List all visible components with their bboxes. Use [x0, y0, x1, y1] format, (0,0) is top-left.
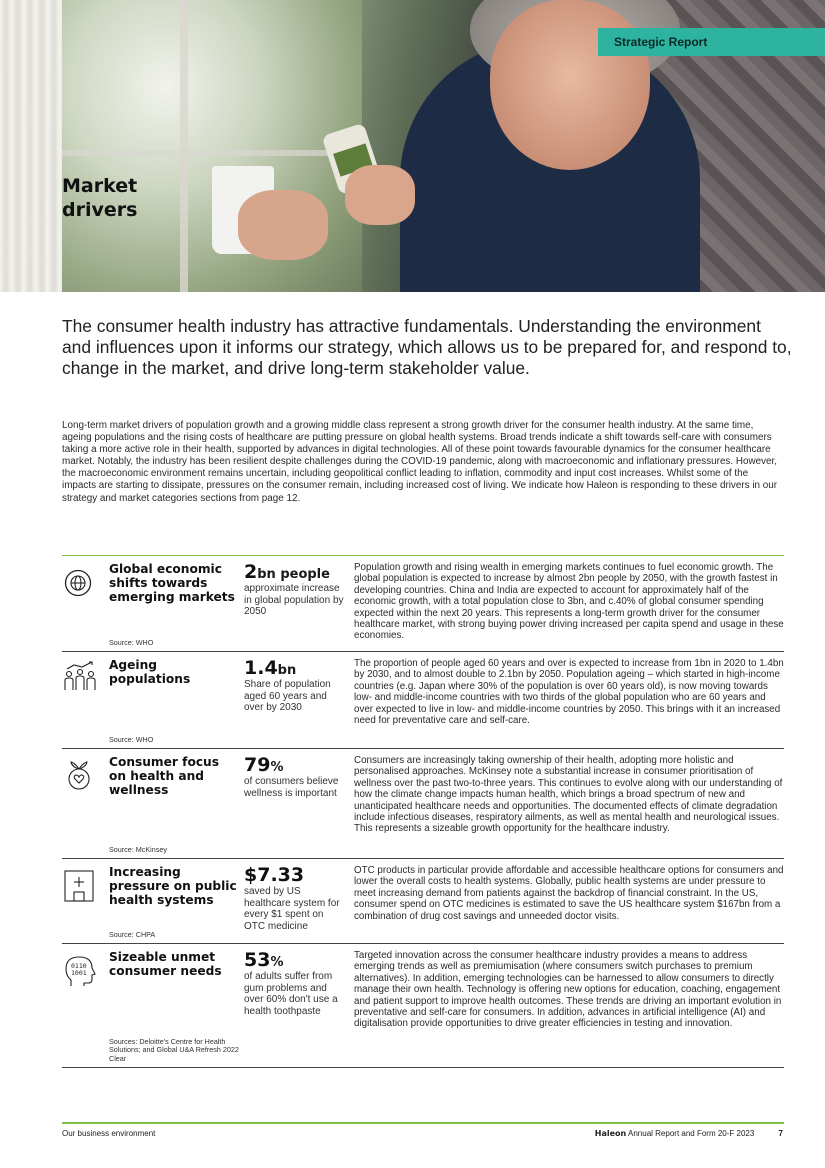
driver-row-unmet-needs: [62, 944, 784, 1068]
drivers-table: [62, 555, 784, 1068]
driver-title: Increasing pressure on public health systems: [109, 865, 237, 907]
driver-source: Source: WHO: [109, 734, 154, 744]
driver-row-public-health: [62, 859, 784, 944]
driver-stat: 1.4bn Share of population aged 60 years and over by 2030: [244, 657, 331, 713]
driver-stat: 53% of adults suffer from gum problems and over 60% don't use a health toothpaste: [244, 949, 338, 1017]
intro-statement: The consumer health industry has attractive fundamentals. Understanding the environment and influences upon it informs our strategy, which allows us to be prepared for, and respond to, change in the market, and drive long-term stakeholder value.: [62, 316, 792, 378]
people-ageing-icon: [62, 660, 100, 698]
driver-title: Consumer focus on health and wellness: [109, 755, 219, 797]
driver-stat: $7.33 saved by US healthcare system for every $1 spent on OTC medicine: [244, 864, 340, 932]
driver-stat: 79% of consumers believe wellness is important: [244, 754, 339, 799]
driver-source: Source: WHO: [109, 637, 154, 647]
svg-text:0110: 0110: [71, 962, 87, 970]
footer-report-info: [595, 1129, 783, 1138]
driver-row-global-economic: [62, 556, 784, 652]
driver-detail: Consumers are increasingly taking ownership of their health, adopting more holistic and personalised approaches. McKinsey note a substantial increase in consumer prioritisation of wellness over the past two-to-three years. This continues to evolve along with our understanding of how the climate change impacts human health, which brings a broad spectrum of new and unanticipated healthcare needs and opportunities. The documented effects of climate degradation include infectious diseases, respiratory ailments, as well as mental health and neurological issues. This represents a sizeable growth opportunity for the healthcare industry.: [354, 755, 783, 835]
globe-icon: [62, 564, 100, 602]
svg-text:1001: 1001: [71, 969, 87, 977]
wellness-heart-icon: [62, 757, 100, 795]
section-tag: Strategic Report: [598, 28, 825, 56]
driver-source: Source: CHPA: [109, 929, 156, 939]
driver-title: Ageing populations: [109, 658, 191, 686]
page-number: 7: [778, 1129, 783, 1138]
driver-row-wellness: [62, 749, 784, 859]
driver-detail: OTC products in particular provide affordable and accessible healthcare options for consumers and lower the overall costs to health systems. Globally, public health systems are under pressure to meet increasing demand from patients against the backdrop of financial constraint. In the US, consumer spend on OTC medicines is estimated to save the US healthcare system $167bn from a combination of drug cost savings and unneeded doctor visits.: [354, 865, 784, 922]
driver-title: Global economic shifts towards emerging markets: [109, 562, 235, 604]
curtain: [0, 0, 62, 292]
footer-brand: Haleon: [594, 1129, 627, 1138]
driver-detail: Targeted innovation across the consumer healthcare industry provides a means to address emerging trends as well as premiumisation (where consumers switch purchases to premium alternatives). In addition, emerging technologies can be harnessed to allow consumers to directly manage their own health. Technology is offering new options for education, coaching, engagement and patient support to improve health outcomes. These trends are driving an important evolution in preventative and self-care for consumers. In addition, advances in artificial intelligence (AI) and digitalisation provide opportunities to drive greater efficiencies in testing and innovation.: [354, 950, 782, 1030]
driver-row-ageing: [62, 652, 784, 749]
page-title: Market drivers: [62, 175, 138, 221]
driver-detail: Population growth and rising wealth in emerging markets continues to fuel economic growth. The global population is expected to increase by almost 2bn people by 2050, with the growth fastest in developing countries. China and India are expected to account for approximately half of the economic growth, with a total population close to 3bn, and c.40% of global consumer spending expected within the next 20 years. This represents a long-term growth driver for the consumer healthcare market, with strong buying power driving increased per capita spend and usage in these economies.: [354, 562, 784, 642]
footer-divider: [62, 1122, 784, 1124]
driver-source: Source: McKinsey: [109, 844, 167, 854]
driver-title: Sizeable unmet consumer needs: [109, 950, 222, 978]
driver-detail: The proportion of people aged 60 years and over is expected to increase from 1bn in 2020 to 1.4bn by 2030, and to almost double to 2.1bn by 2050. Population ageing – which started in high-income countries (e.g. Japan where 30% of the population is over 60 years old), is now moving towards low- and middle-income countries with two thirds of the global population who are 60 years and over expected to live in low- and middle-income countries by 2050. This brings with it an increased need for preventative care and self-care.: [354, 658, 784, 727]
driver-stat: 2bn people approximate increase in global population by 2050: [244, 561, 344, 617]
body-paragraph: Long-term market drivers of population growth and a growing middle class represent a strong growth driver for the consumer health industry. At the same time, ageing populations and the rising costs of healthcare are putting pressure on global health systems. Broad trends indicate a shift towards self-care with consumers taking a more active role in their health, supported by advances in digital technologies. All of these point towards favourable dynamics for the consumer healthcare market. Notably, the industry has been resilient despite challenges during the COVID-19 pandemic, along with macroeconomic and inflationary pressures. However, the macroeconomic environment remains uncertain, including geopolitical conflict leading to inflation, commodity and input cost increases. Whilst some of the impacts are starting to dissipate, pressures on the consumer remain, including increased cost of living. We indicate how Haleon is responding to these drivers in our strategy and market categories sections from page 12.: [62, 420, 778, 504]
driver-source: Sources: Deloitte's Centre for Health Solutions; and Global U&A Refresh 2022 Clear: [109, 1036, 239, 1063]
hospital-icon: [62, 867, 100, 905]
footer-section-name: Our business environment: [62, 1129, 156, 1138]
head-tech-icon: [62, 952, 100, 990]
footer-report-title: Annual Report and Form 20-F 2023: [628, 1129, 755, 1138]
